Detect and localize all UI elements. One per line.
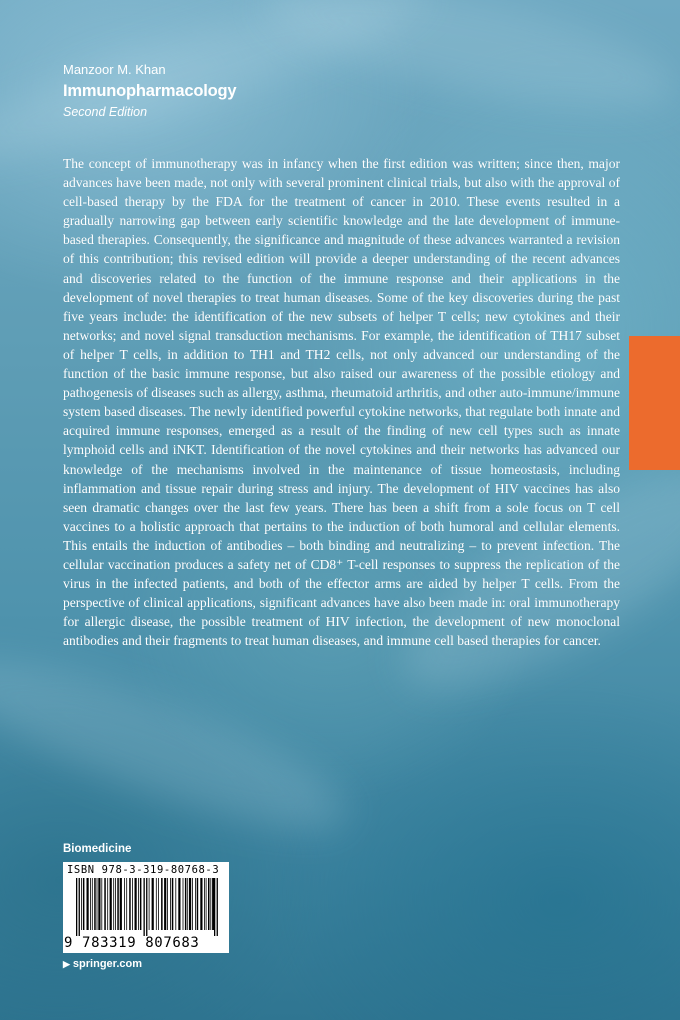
barcode-bar: [183, 878, 184, 930]
barcode-bar: [104, 878, 106, 930]
barcode-bar: [185, 878, 187, 930]
barcode-bar: [124, 878, 125, 930]
barcode-bar: [197, 878, 199, 930]
barcode-guard-bar: [217, 878, 218, 936]
author-name: Manzoor M. Khan: [63, 62, 166, 77]
barcode-bar: [206, 878, 207, 930]
barcode-bar: [132, 878, 133, 930]
barcode-guard-bar: [144, 878, 145, 936]
barcode-bar: [129, 878, 131, 930]
barcode-bar: [210, 878, 211, 930]
barcode-bar: [152, 878, 154, 930]
barcode-bar: [156, 878, 157, 930]
background-streak: [0, 631, 363, 859]
barcode-bar: [115, 878, 116, 930]
barcode-bar: [161, 878, 163, 930]
isbn-barcode: [63, 862, 229, 953]
barcode-bar: [113, 878, 114, 930]
barcode-bar: [192, 878, 193, 930]
barcode-bar: [195, 878, 196, 930]
background-streak: [255, 0, 680, 133]
barcode-guard-bar: [76, 878, 77, 936]
barcode-bar: [189, 878, 191, 930]
barcode-bar: [81, 878, 82, 930]
barcode-bar: [204, 878, 205, 930]
barcode-bar: [83, 878, 85, 930]
barcode-bar: [172, 878, 174, 930]
barcode-bar: [107, 878, 108, 930]
book-header: [63, 62, 236, 120]
series-label: Biomedicine: [63, 843, 132, 855]
barcode-bar: [110, 878, 112, 930]
book-title: Immunopharmacology: [63, 82, 237, 100]
barcode-bar: [164, 878, 166, 930]
arrow-right-icon: ▶: [63, 958, 70, 969]
barcode-bars: [68, 878, 224, 936]
barcode-bar: [90, 878, 91, 930]
back-cover-blurb: The concept of immunotherapy was in infancy when the first edition was written; since then, major advances have been made, not only with several prominent clinical trials, but also with the approval of cell-based therapy by the FDA for the treatment of cancer in 2010. These events resulted in a gradually narrowing gap between early scientific knowledge and the late development of immune-based therapies. Consequently, the significance and magnitude of these advances warranted a revision of this contribution; this revised edition will provide a deeper understanding of the recent advances and discoveries related to the function of the immune response and their applications in the development of novel therapies to treat human diseases. Some of the key discoveries during the past five years include: the identification of the new subsets of helper T cells; new cytokines and their networks; and novel signal transduction mechanisms. For example, the identification of TH17 subset of helper T cells, in addition to TH1 and TH2 cells, not only advanced our understanding of the function of the basic immune response, but also raised our awareness of the possible etiology and pathogenesis of diseases such as allergy, asthma, rheumatoid arthritis, and other auto-immune/immune system based diseases. The newly identified powerful cytokine networks, that regulate both innate and acquired immune responses, emerged as a result of the finding of new cell types such as innate lymphoid cells and iNKT. Identification of the novel cytokines and their networks has advanced our knowledge of the mechanisms involved in the maintenance of tissue homeostasis, including inflammation and tissue repair during stress and injury. The development of HIV vaccines has also seen dramatic changes over the last few years. There has been a shift from a sole focus on T cell vaccines to a holistic approach that pertains to the induction of both humoral and cellular elements. This entails the induction of antibodies – both binding and neutralizing – to prevent infection. The cellular vaccination produces a safety net of CD8⁺ T-cell responses to suppress the replication of the virus in the infected patients, and both of the effector arms are aided by helper T cells. From the perspective of clinical applications, significant advances have also been made in: oral immunotherapy for allergic disease, the possible treatment of HIV infection, the development of new monoclonal antibodies and their fragments to treat human diseases, and immune cell based therapies for cancer.: [63, 156, 620, 649]
barcode-bar: [92, 878, 93, 930]
barcode-bar: [167, 878, 168, 930]
barcode-bar: [212, 878, 214, 930]
barcode-bar: [101, 878, 102, 930]
publisher-url: springer.com: [72, 958, 142, 970]
barcode-bar: [98, 878, 100, 930]
barcode-bar: [175, 878, 176, 930]
barcode-bar: [149, 878, 150, 930]
barcode-bar: [120, 878, 122, 930]
barcode-bar: [97, 878, 98, 930]
publisher-link[interactable]: [63, 958, 142, 970]
barcode-bar: [87, 878, 89, 930]
barcode-bar: [178, 878, 180, 930]
barcode-bar: [208, 878, 210, 930]
barcode-guard-bar: [146, 878, 147, 936]
barcode-bar: [126, 878, 127, 930]
barcode-bar: [140, 878, 142, 930]
barcode-bar: [94, 878, 96, 930]
book-edition: Second Edition: [63, 105, 148, 119]
barcode-guard-bar: [79, 878, 80, 936]
barcode-bar: [200, 878, 202, 930]
barcode-bar: [158, 878, 159, 930]
barcode-bar: [117, 878, 119, 930]
barcode-bar: [170, 878, 171, 930]
orange-accent-tab: [629, 336, 680, 470]
barcode-bar: [135, 878, 137, 930]
barcode-guard-bar: [214, 878, 215, 936]
barcode-bar: [187, 878, 188, 930]
barcode-digits: 9 783319 807683: [64, 935, 200, 951]
barcode-bar: [138, 878, 139, 930]
isbn-label: ISBN 978-3-319-80768-3: [67, 864, 220, 876]
